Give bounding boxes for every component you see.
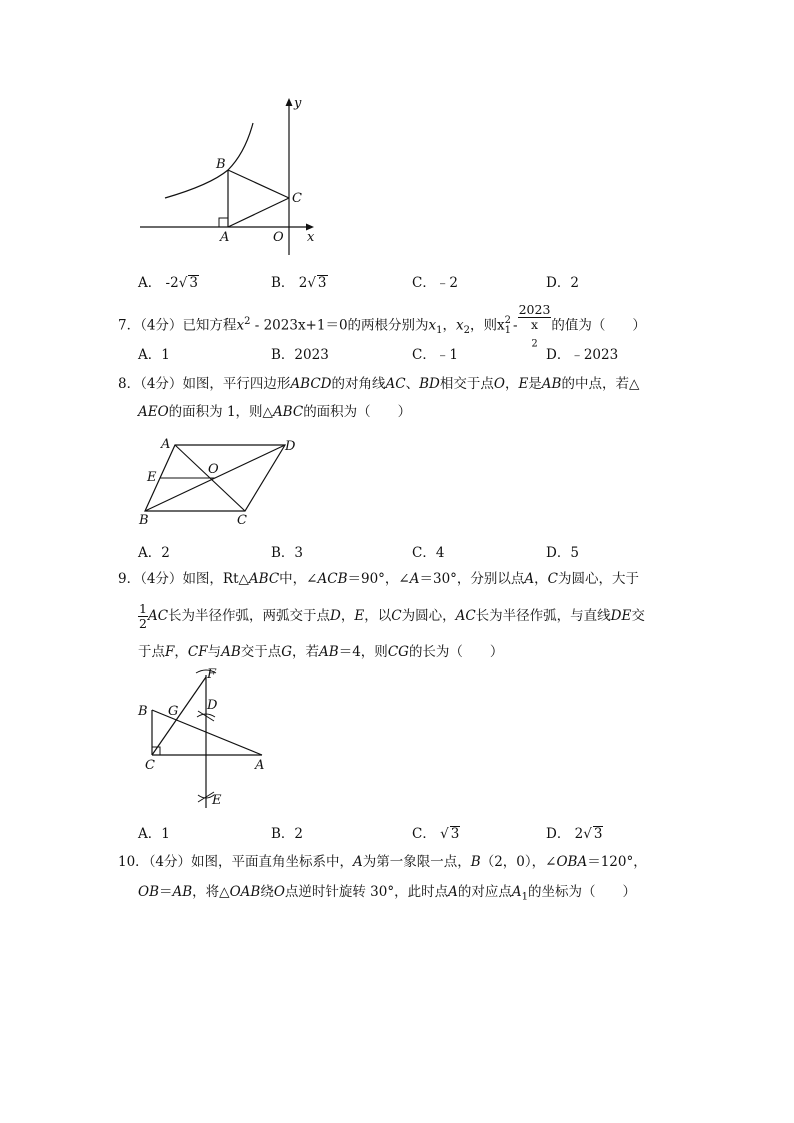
q7-option-c[interactable]: C．﹣1 [412, 347, 458, 363]
label-a: A [255, 758, 265, 773]
label-b: B [216, 157, 226, 172]
label-y: y [294, 96, 302, 111]
q7-option-b[interactable]: B．2023 [271, 347, 329, 363]
label-f: F [207, 667, 217, 682]
label-a: A [161, 437, 171, 452]
label-b: B [139, 513, 149, 528]
segment-ac [228, 198, 289, 227]
q9-stem-line1: 9．（4分）如图，Rt△ABC中，∠ACB＝90°，∠A＝30°，分别以点A，C为圆心，大于 [118, 571, 640, 587]
q8-stem-line2: AEO的面积为 1，则△ABC的面积为（ ） [138, 404, 412, 420]
label-g: G [168, 704, 179, 719]
q7-stem: 7．（4分）已知方程$x^2 - 2023x+1=0$的两根分别为$x_1$，$x_2$，则x 2 1 - 2023 x $_2$ 的值为（ ） [118, 302, 646, 349]
q9-option-b[interactable]: B．2 [271, 826, 304, 842]
q6-figure [130, 90, 330, 260]
q7-option-a[interactable]: A．1 [138, 347, 170, 363]
y-axis-arrow [286, 98, 293, 106]
hyperbola-curve [165, 123, 253, 198]
q6-option-c[interactable]: C．﹣2 [412, 275, 458, 291]
segment-bc [228, 170, 289, 198]
q9-option-c[interactable]: C． √ 3 [412, 826, 460, 842]
q6-option-d[interactable]: D．2 [546, 275, 579, 291]
q10-stem-line1: 10．（4分）如图，平面直角坐标系中，A为第一象限一点，B（2，0），∠OBA＝120°， [118, 854, 647, 870]
label-a: A [220, 230, 230, 245]
q9-figure [130, 665, 280, 815]
label-x: x [307, 230, 315, 245]
label-c: C [292, 191, 302, 206]
q8-figure [135, 433, 305, 528]
q7-option-d[interactable]: D．﹣2023 [546, 347, 619, 363]
label-d: D [285, 439, 296, 454]
q9-stem-line2: $\frac{1}{2}$ AC 长为半径作弧，两弧交于点 D ， E ，以 C 为圆心， AC 长为半径作弧，与直线 DE 交 [139, 601, 645, 631]
q8-option-c[interactable]: C．4 [412, 545, 445, 561]
q6-option-a[interactable]: A． -2√ 3 [138, 275, 198, 291]
q9-fraction: $\frac{1}{2}$ [139, 601, 147, 631]
q9-option-d[interactable]: D． 2√ 3 [546, 826, 603, 842]
label-e: E [212, 793, 222, 808]
label-b: B [138, 704, 148, 719]
q8-stem-line1: 8．（4分）如图，平行四边形ABCD的对角线AC、BD相交于点O，E是AB的中点，若△ [118, 376, 640, 392]
q10-stem-line2: OB＝AB，将△OAB绕O点逆时针旋转 30°，此时点A的对应点$A_1$的坐标为（ ） [138, 884, 636, 903]
right-angle-mark [219, 218, 228, 227]
label-c: C [145, 758, 155, 773]
label-c: C [237, 513, 247, 528]
q8-option-d[interactable]: D．5 [546, 545, 579, 561]
label-o: O [273, 230, 284, 245]
label-d: D [207, 698, 218, 713]
q6-option-b[interactable]: B． 2√ 3 [271, 275, 327, 291]
label-o: O [208, 462, 219, 477]
q9-option-a[interactable]: A．1 [138, 826, 170, 842]
q7-fraction: 2023 x $_2$ [518, 302, 551, 349]
q8-option-a[interactable]: A．2 [138, 545, 170, 561]
q8-option-b[interactable]: B．3 [271, 545, 304, 561]
label-e: E [147, 470, 157, 485]
q9-stem-line3: 于点F，CF与AB交于点G，若AB＝4，则CG的长为（ ） [138, 644, 504, 660]
